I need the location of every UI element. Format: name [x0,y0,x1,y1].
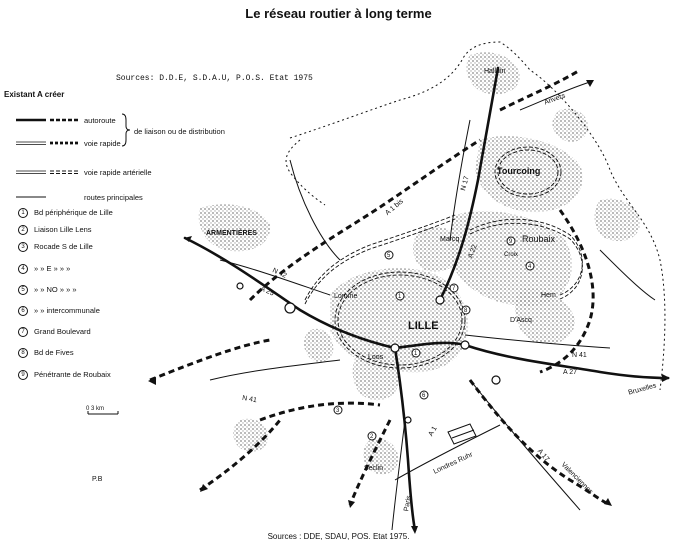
road-label-valenciennes: Valenciennes [559,461,594,496]
urban-w [304,329,333,362]
place-hem: Hem [541,292,556,299]
svg-text:1: 1 [398,294,402,300]
svg-text:9: 9 [509,239,513,245]
road-label-bruxelles: Bruxelles [627,382,658,397]
urban-areas [199,52,640,474]
legend-item-5: 5 » » NO » » » [18,285,77,295]
svg-text:8: 8 [464,308,468,314]
svg-text:7: 7 [452,286,456,292]
map-title: Le réseau routier à long terme [245,6,432,21]
legend-arterielle-label: voie rapide artérielle [84,168,152,177]
place-seclin: Seclin [364,465,384,472]
road-label-anvers: Anvers [543,92,567,107]
road-label-a17: A 17 [535,447,551,464]
legend-brace [122,114,130,146]
legend-item-9: 9 Pénétrante de Roubaix [18,370,111,380]
legend-header: Existant A créer [4,90,65,99]
legend-routes-label: routes principales [84,193,143,202]
road-label-a1: A 1 [427,425,439,438]
legend-item-8: 8 Bd de Fives [18,348,74,358]
legend-voierapide-label: voie rapide [84,139,121,148]
road-label-a-bis: A 1 bis [384,198,405,217]
road-label-n42: N 42 [271,267,288,280]
place-dascq: D'Ascq [510,317,532,324]
legend-autoroute-label: autoroute [84,116,116,125]
place-tourcoing: Tourcoing [497,166,541,176]
arrow-bruxelles [662,374,670,382]
place-loos: Loos [368,354,384,361]
place-armentieres: ARMENTIÈRES [206,230,257,237]
place-lille: LILLE [408,320,439,332]
road-label-a22: A 22 [467,243,479,260]
urban-ne [595,199,640,241]
rocade-s-planned [260,403,380,420]
svg-text:3: 3 [336,408,340,414]
road-label-n41-e: N 41 [572,352,587,359]
urban-armentieres [199,204,270,251]
legend-item-1: 1 Bd périphérique de Lille [18,208,113,218]
legend-brace-text: de liaison ou de distribution [134,127,225,136]
svg-text:2: 2 [370,434,374,440]
road-label-n17: N 17 [460,175,471,192]
road-label-a27: A 27 [563,369,578,376]
place-roubaix: Roubaix [522,234,556,244]
sources-bottom: Sources : DDE, SDAU, POS. Etat 1975. [267,532,410,541]
place-croix: Croix [504,252,519,258]
border-road-1 [290,160,340,260]
border-road-2 [600,250,655,300]
author-initials: P.B [92,476,103,483]
legend-symbols [16,114,130,197]
road-label-paris: Paris [403,495,413,512]
place-marcq: Marcq [440,236,460,243]
legend-item-2: 2 Liaison Lille Lens [18,225,92,235]
scale-label: 0 3 km [86,406,105,412]
place-lomme: Lomme [334,293,358,300]
road-label-a25: A 25 [259,285,275,298]
legend-item-3: 3 Rocade S de Lille [18,242,93,252]
legend-item-7: 7 Grand Boulevard [18,327,91,337]
svg-text:4: 4 [528,264,532,270]
n41-road-w [210,360,340,380]
svg-text:6: 6 [422,393,426,399]
londres-ruhr-road [395,425,500,480]
arrow-anvers [586,80,594,87]
legend-item-6: 6 » » intercommunale [18,306,100,316]
urban-sw [233,419,268,452]
legend-item-4: 4 » » E » » » [18,264,70,274]
urban-north-patch [553,109,589,142]
road-label-n41-w: N 41 [241,394,258,405]
svg-text:1: 1 [414,351,418,357]
svg-text:5: 5 [387,253,391,259]
road-label-londres-ruhr: Londres Ruhr [432,451,474,476]
border-line-2 [286,140,325,205]
sources-top: Sources: D.D.E, S.D.A.U, P.O.S. Etat 1975 [116,74,313,83]
place-halluin: Halluin [484,68,506,75]
airport-icon [448,424,476,444]
arrow-lens [348,500,355,508]
sw-arc-planned [150,340,270,380]
